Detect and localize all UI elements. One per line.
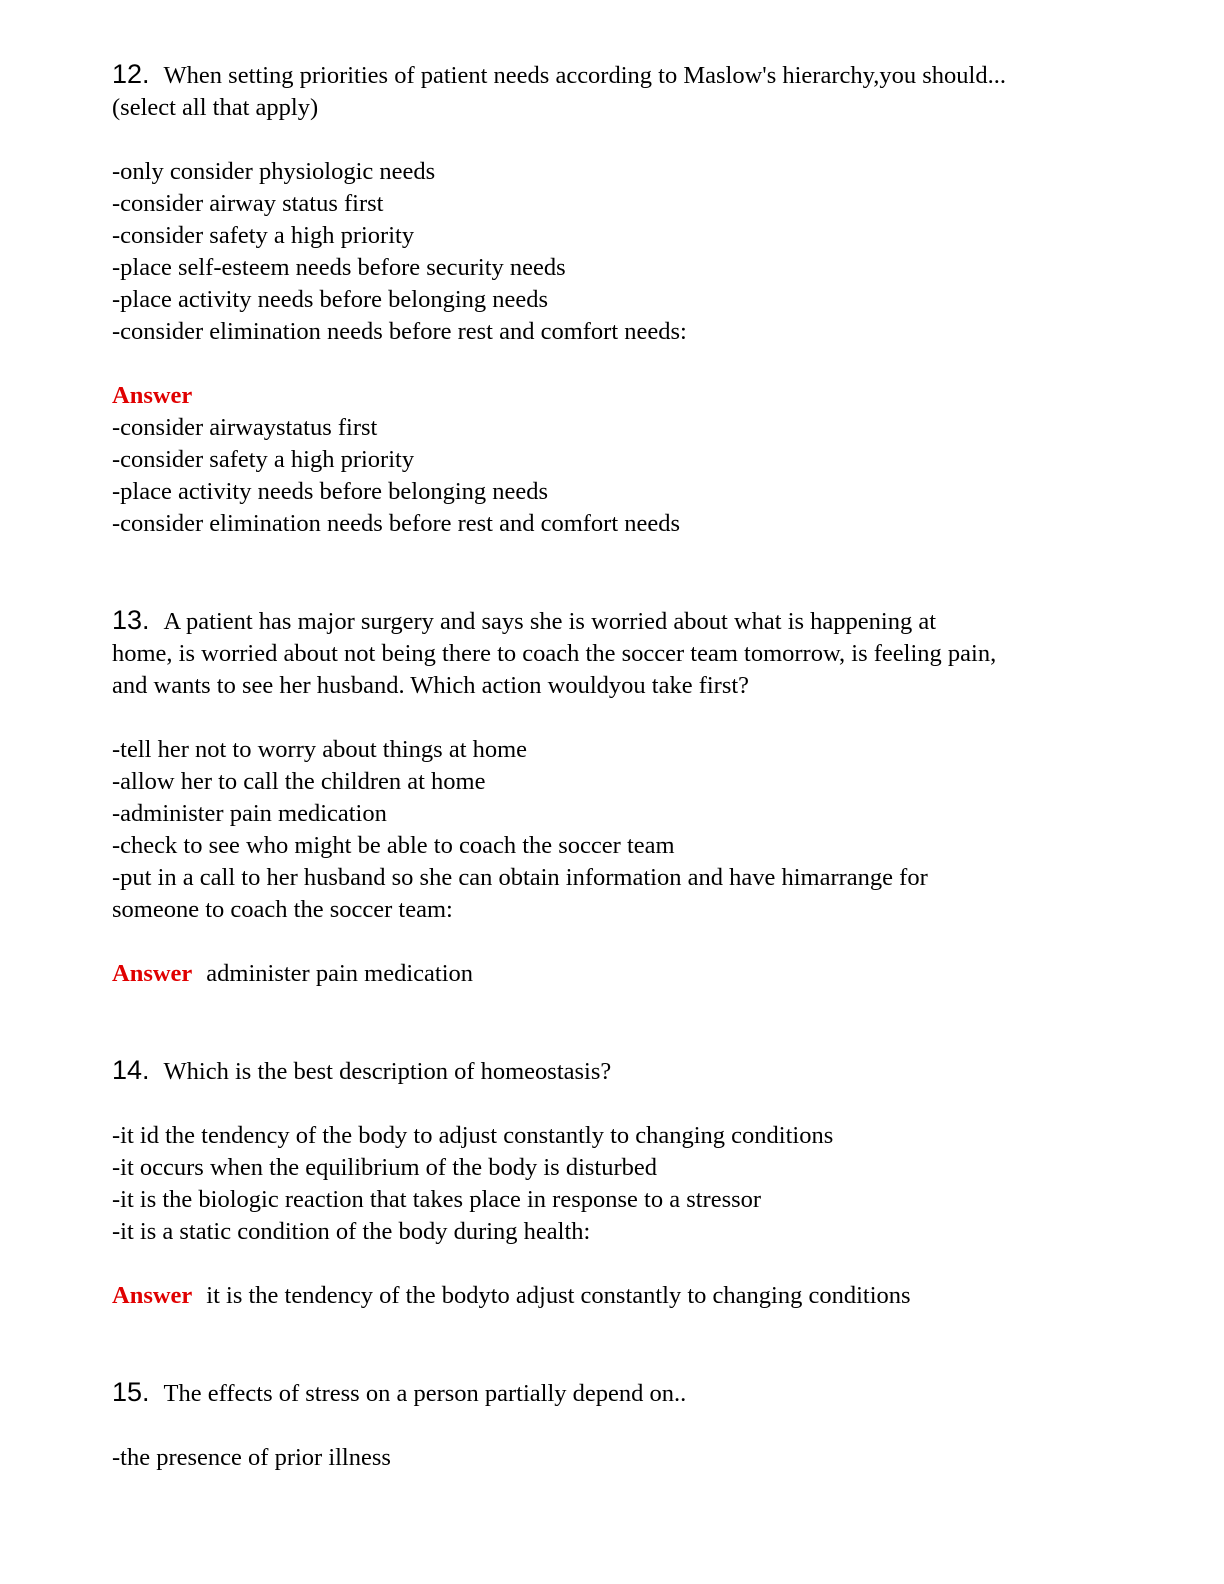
option-item: -it is the biologic reaction that takes place in response to a stressor — [112, 1186, 762, 1213]
option-item: -consider airway status first — [112, 190, 384, 217]
answer-text: it is the tendency of the bodyto adjust constantly to changing conditions — [206, 1282, 911, 1309]
answer-label: Answer — [112, 1282, 193, 1309]
stem-line: and wants to see her husband. Which action wouldyou take first? — [112, 672, 750, 699]
question-14 — [112, 1054, 1142, 1312]
question-number: 15. — [112, 1377, 150, 1407]
stem-text: Which is the best description of homeostasis? — [163, 1058, 612, 1085]
option-item: -tell her not to worry about things at home — [112, 736, 528, 763]
stem-line — [112, 58, 1142, 92]
options-list — [112, 156, 1142, 348]
stem-line — [112, 604, 1142, 638]
stem-line: home, is worried about not being there to coach the soccer team tomorrow, is feeling pain, — [112, 640, 997, 667]
option-item: -place self-esteem needs before security needs — [112, 254, 566, 281]
options-list — [112, 1442, 1142, 1474]
answer-item: -consider airwaystatus first — [112, 414, 378, 441]
document-page — [112, 58, 1142, 1474]
question-12 — [112, 58, 1142, 540]
question-13 — [112, 604, 1142, 990]
question-number: 12. — [112, 59, 150, 89]
options-list — [112, 734, 1142, 926]
option-item: -it is a static condition of the body during health: — [112, 1218, 591, 1245]
stem-line — [112, 1376, 1142, 1410]
answer-label: Answer — [112, 382, 193, 409]
answer-item: -consider safety a high priority — [112, 446, 415, 473]
option-item: -check to see who might be able to coach the soccer team — [112, 832, 675, 859]
question-15 — [112, 1376, 1142, 1474]
answer-line — [112, 1280, 1142, 1312]
stem-text: When setting priorities of patient needs according to Maslow's hierarchy,you should... — [163, 62, 1006, 89]
question-stem — [112, 1054, 1142, 1088]
option-item: -only consider physiologic needs — [112, 158, 436, 185]
option-item: -place activity needs before belonging needs — [112, 286, 549, 313]
answer-block — [112, 958, 1142, 990]
option-item: -allow her to call the children at home — [112, 768, 486, 795]
option-item: -the presence of prior illness — [112, 1444, 391, 1471]
question-number: 14. — [112, 1055, 150, 1085]
answer-text: administer pain medication — [206, 960, 473, 987]
answer-label: Answer — [112, 960, 193, 987]
stem-line — [112, 1054, 1142, 1088]
answer-block — [112, 1280, 1142, 1312]
option-item: -it id the tendency of the body to adjust constantly to changing conditions — [112, 1122, 834, 1149]
question-stem — [112, 1376, 1142, 1410]
answer-item: -place activity needs before belonging needs — [112, 478, 549, 505]
options-list — [112, 1120, 1142, 1248]
option-item: -consider safety a high priority — [112, 222, 415, 249]
option-item: someone to coach the soccer team: — [112, 896, 453, 923]
question-number: 13. — [112, 605, 150, 635]
question-stem — [112, 604, 1142, 702]
option-item: -put in a call to her husband so she can obtain information and have himarrange for — [112, 864, 928, 891]
answer-item: -consider elimination needs before rest and comfort needs — [112, 510, 681, 537]
stem-text: The effects of stress on a person partially depend on.. — [163, 1380, 687, 1407]
question-stem — [112, 58, 1142, 124]
option-item: -it occurs when the equilibrium of the body is disturbed — [112, 1154, 658, 1181]
answer-line — [112, 958, 1142, 990]
option-item: -consider elimination needs before rest and comfort needs: — [112, 318, 687, 345]
stem-line: (select all that apply) — [112, 94, 319, 121]
option-item: -administer pain medication — [112, 800, 387, 827]
stem-text: A patient has major surgery and says she is worried about what is happening at — [163, 608, 937, 635]
answer-block — [112, 380, 1142, 540]
